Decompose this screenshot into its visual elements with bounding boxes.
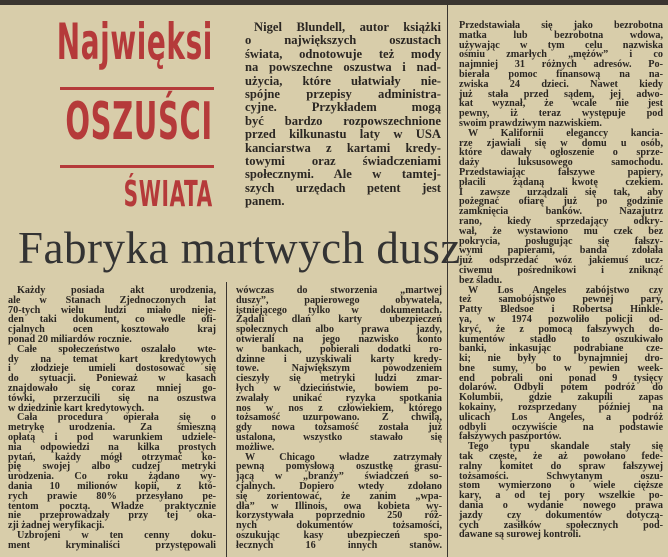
text-line: dła” w Illinois, owa kobieta wy-	[236, 500, 442, 512]
text-line: ale w Stanach Zjednoczonych lat	[8, 294, 216, 306]
paragraph	[8, 345, 216, 414]
text-line: najmniej 31 różnych adresów. Po-	[459, 59, 663, 71]
paragraph	[236, 286, 442, 453]
text-line: rze zjawiali się w domu u osób,	[459, 137, 663, 149]
text-line: w dziedzinie kart kredytowych.	[8, 402, 145, 414]
text-line: też samobójstwo pewnej pary,	[459, 294, 663, 306]
text-line: bez śladu.	[459, 274, 503, 286]
article-column-2	[236, 286, 442, 551]
text-line: ponad 20 miliardów rocznie.	[8, 333, 132, 345]
text-line: pokrycia, posługując się fałszy-	[459, 235, 663, 247]
series-divider	[60, 165, 214, 168]
text-line: jazdy czy dokumentów dotyczą-	[459, 509, 663, 521]
text-line: Kolumbii, gdzie zakupili zapas	[459, 392, 663, 404]
text-line: pewny, iż teraz występuje pod	[459, 108, 663, 120]
text-line: Cała procedura opierała się o	[17, 412, 216, 424]
text-line: zamknięcia banków. Nazajutrz	[459, 206, 663, 218]
text-line: cjalnych. Dopiero wtedy zdołano	[236, 480, 442, 492]
text-line: cjalnych ocen kosztowało kraj	[8, 324, 216, 336]
article-headline: Fabryka martwych dusz	[18, 223, 461, 273]
text-line: kary, a od tej pory wszelkie po-	[459, 490, 663, 502]
text-line: tożsamość uzurpowano. Z chwilą,	[236, 412, 442, 424]
text-line: ciwemu pośrednikowi i zniknąć	[459, 264, 663, 276]
text-line: panem.	[245, 194, 285, 209]
text-line: ulicach Los Angeles, a podróż	[459, 411, 663, 423]
text-line: w bankach, pobierali dodatki ro-	[236, 343, 442, 355]
text-line: tożsamości. Schwytanym oszu-	[459, 470, 663, 482]
text-line: towymi oraz świadczeniami	[245, 154, 441, 169]
text-line: Przedstawiała się jako bezrobotna	[459, 20, 663, 31]
text-line: dzinne i uzyskiwali karty kredy-	[236, 353, 442, 365]
paragraph	[459, 442, 663, 540]
series-title-line1: Najwięksi	[56, 13, 213, 71]
text-line: pytań, każdy mógł otrzymać ko-	[8, 451, 216, 463]
text-line: den taki dokument, co wedle ofi-	[8, 314, 216, 326]
article-column-1	[8, 286, 216, 551]
text-line: kokainy, rozsprzedany później na	[459, 402, 663, 414]
text-line: być bardzo rozpowszechnione	[245, 113, 441, 128]
text-line: kryć, że z pomocą fałszywych do-	[459, 323, 663, 335]
text-line: metrykę urodzenia. Za śmieszną	[8, 422, 216, 434]
paragraph	[8, 531, 216, 551]
text-line: nia odpowiedzi na kilka prostych	[8, 441, 216, 453]
text-line: oszukując kasy ubezpieczeń spo-	[236, 529, 442, 541]
text-line: na powszechne oszustwa i nad-	[245, 60, 441, 75]
text-line: nos w nos z człowiekiem, którego	[236, 402, 442, 414]
text-line: używając w tym celu nazwiska	[459, 39, 663, 51]
text-line: już odsprzedać wóz jakiemuś ucz-	[459, 255, 663, 267]
text-line: wał, że wystawiono mu czek bez	[459, 225, 663, 237]
text-line: świata, odnotowuje też mody	[245, 46, 441, 61]
text-line: urodzenia. Co roku żądano wy-	[8, 471, 216, 483]
text-line: banki, inkasując podrabiane cze-	[459, 343, 663, 355]
text-line: towe. Największym powodzeniem	[236, 363, 442, 375]
text-line: możliwe.	[236, 441, 275, 453]
text-line: i złodzieje umieli dostosować się	[8, 363, 216, 375]
text-line: kumentów stadło to oszukiwało	[459, 333, 663, 345]
text-line: kanciarstwa z kartami kredy-	[245, 140, 441, 155]
text-line: W Chicago władze zatrzymały	[245, 451, 442, 463]
text-line: do sytuacji. Ponieważ w kasach	[8, 373, 216, 385]
text-line: już stała przed sądem, jej adwo-	[459, 88, 663, 100]
text-line: duszy”, papierowego obywatela,	[236, 294, 442, 306]
text-line: zwalały unikać ryzyka spotkania	[236, 392, 442, 404]
text-line: dolarów. Odbyli potem podróż do	[459, 382, 663, 394]
text-line: ośmiu zmarłych „mężów” i co	[459, 49, 663, 61]
text-line: Całe społeczeństwo oszalało wte-	[17, 343, 216, 355]
text-line: Patty Bledsoe i Robertsa Hinkle-	[459, 304, 663, 316]
text-line: cyjne. Przykładem mogą	[245, 100, 441, 115]
text-line: otwierali na jego nazwisko konto	[236, 333, 442, 345]
text-line: ki; nie były to bynajmniej dro-	[459, 353, 663, 365]
text-line: daży luksusowego samochodu.	[459, 157, 663, 169]
text-line: użycia, które ułatwiały nie-	[245, 73, 441, 88]
text-line: przed kilkunastu laty w USA	[245, 127, 441, 142]
text-line: nych dokumentów tożsamości,	[236, 520, 442, 532]
text-line: spójne przepisy administra-	[245, 87, 441, 102]
text-line: które dawały ogłoszenie o sprze-	[459, 147, 663, 159]
paragraph	[459, 129, 663, 286]
text-line: opłatą i pod warunkiem udziele-	[8, 431, 216, 443]
series-divider	[60, 87, 214, 90]
text-line: ya, w 1974 pozwoliło policji od-	[459, 313, 663, 325]
text-line: tak częste, że aż powołano fede-	[459, 451, 663, 463]
text-line: pię swojej albo cudzej metryki	[8, 461, 216, 473]
paragraph	[236, 453, 442, 551]
text-line: ustalona, wszystko stawało się	[236, 431, 442, 443]
text-line: Uzbrojeni w ten cenny doku-	[17, 529, 216, 541]
text-line: tentom pocztą. Władze praktycznie	[8, 500, 216, 512]
text-line: nie przeprowadzały przy tej oka-	[8, 510, 216, 522]
text-line: dania 10 milionów kopii, z któ-	[8, 480, 216, 492]
text-line: end pobrali oni ponad 9 tysięcy	[459, 372, 663, 384]
paragraph	[459, 21, 663, 129]
article-column-3	[459, 21, 663, 540]
series-title-line3: ŚWIATA	[123, 174, 213, 215]
text-line: gdy nowa tożsamość została już	[236, 422, 442, 434]
text-line: o największych oszustach	[245, 33, 441, 48]
column-rule	[226, 282, 227, 557]
text-line: dania o wydanie nowego prawa	[459, 500, 663, 512]
text-line: się zorientować, że zanim „wpa-	[236, 490, 442, 502]
text-line: znajdowało się coraz mniej go-	[8, 382, 216, 394]
text-line: łych w dzieciństwie, bowiem po-	[236, 382, 442, 394]
text-line: bne sumy, bo w pewien week-	[459, 362, 663, 374]
paragraph	[8, 286, 216, 345]
text-line: W Kalifornii eleganccy kancia-	[468, 127, 663, 139]
text-line: matka lub bezrobotna wdowa,	[459, 29, 663, 41]
text-line: 70-tych wielu ludzi miało nieje-	[8, 304, 216, 316]
text-line: odbyli oczywiście na podstawie	[459, 421, 663, 433]
text-line: cych zasiłków społecznych pod-	[459, 519, 663, 531]
paragraph	[8, 413, 216, 531]
paragraph	[459, 286, 663, 443]
top-border-rule	[0, 0, 668, 5]
text-line: Każdy posiada akt urodzenia,	[17, 285, 216, 296]
text-line: wymi papierami, banda zdołała	[459, 245, 663, 257]
text-line: wówczas do stworzenia „martwej	[236, 285, 442, 296]
text-line: bierała pomoc finansową na na-	[459, 68, 663, 80]
text-line: fałszywych paszportów.	[459, 431, 562, 443]
article-lead	[245, 21, 441, 209]
text-line: stom wymierzono o wiele cięższe	[459, 480, 663, 492]
text-line: społecznych albo prawa jazdy,	[236, 324, 442, 336]
text-line: korzystywała poprzednio 250 róż-	[236, 510, 442, 522]
text-line: zwiska 24 dzieci. Nawet kiedy	[459, 78, 663, 90]
text-line: I zawsze urządzali się tak, aby	[459, 186, 663, 198]
text-line: dawane są surowej kontroli.	[459, 529, 581, 541]
text-line: pewną pomysłową oszustkę grasu-	[236, 461, 442, 473]
text-line: dy na temat kart kredytowych	[8, 353, 216, 365]
text-line: zji żadnej weryfikacji.	[8, 520, 105, 532]
text-line: istniejącego tylko w dokumentach.	[236, 304, 442, 316]
text-line: cieszyły się metryki ludzi zmar-	[236, 373, 442, 385]
text-line: szych urzędach petent jest	[245, 180, 441, 195]
text-line: pożegnać ofiarę już po godzinie	[459, 196, 663, 208]
column-rule	[447, 5, 448, 557]
text-line: kat wyznał, że wcale nie jest	[459, 98, 663, 110]
text-line: W Los Angeles zabójstwo czy	[468, 284, 663, 296]
text-line: Tego typu skandale stały się	[468, 441, 663, 453]
paragraph	[245, 21, 441, 209]
text-line: płacili żądaną kwotę czekiem.	[459, 176, 663, 188]
text-line: rych prawie 80% przesyłano pe-	[8, 490, 216, 502]
series-title-line2: OSZUŚCI	[65, 92, 213, 152]
text-line: Przedstawiając fałszywe papiery,	[459, 166, 663, 178]
text-line: społecznymi. Ale w tamtej-	[245, 167, 441, 182]
text-line: rano, kiedy sprzedający odkry-	[459, 215, 663, 227]
text-line: tówki, przerzucili się na oszustwa	[8, 392, 216, 404]
text-line: Żądali dlań karty ubezpieczeń	[236, 314, 442, 326]
text-line: Nigel Blundell, autor książki	[254, 20, 441, 34]
text-line: ralny komitet do spraw fałszywej	[459, 460, 663, 472]
text-line: łecznych 16 innych stanów.	[236, 539, 442, 551]
text-line: ment kryminaliści przystępowali	[8, 539, 216, 551]
text-line: jącą w „branży” świadczeń so-	[236, 471, 442, 483]
text-line: swoim prawdziwym nazwiskiem.	[459, 117, 602, 129]
